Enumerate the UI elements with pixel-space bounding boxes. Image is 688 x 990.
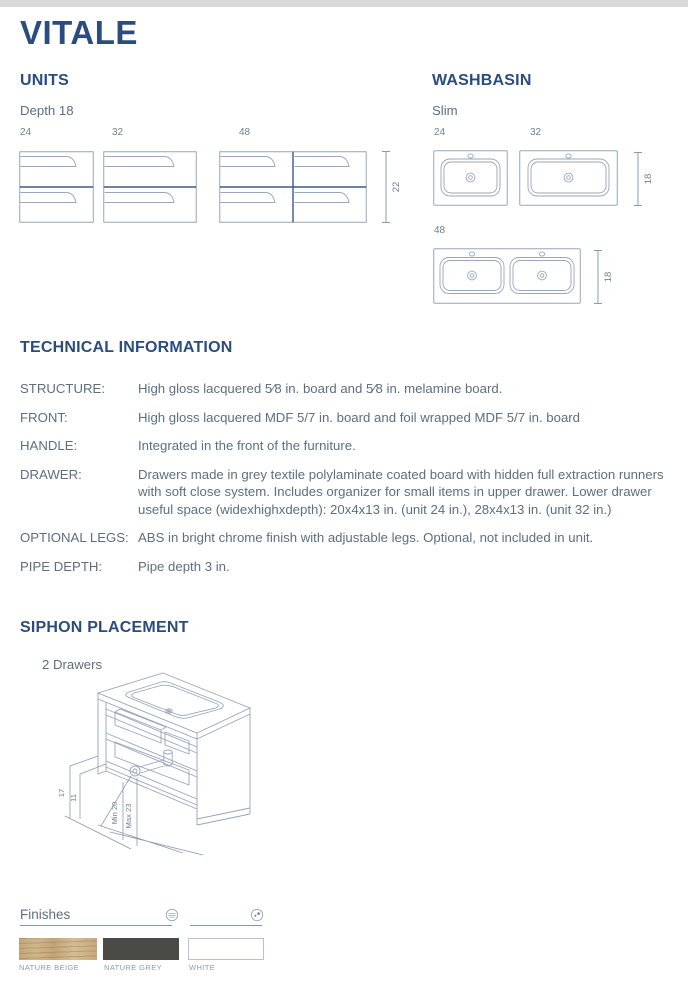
tech-label: FRONT: [20,409,68,425]
svg-text:22: 22 [391,181,402,193]
texture-finish-icon [165,908,179,922]
finish-swatch-nature-grey [103,938,179,960]
finish-swatch-white [188,938,264,960]
finishes-heading: Finishes [20,907,71,922]
tech-row-optional-legs [20,529,670,546]
tech-value: ABS in bright chrome finish with adjustable legs. Optional, not included in unit. [138,530,594,546]
tech-row-front [20,409,670,426]
washbasin-heading: WASHBASIN [432,72,532,89]
unit-drawing-24 [19,151,94,223]
page-edge-strip [0,0,688,7]
tech-label: HANDLE: [20,438,78,454]
basin-drawing-48 [433,248,581,304]
tech-value: High gloss lacquered 5⁄8 in. board and 5⁄8 in. melamine board. [138,381,503,396]
finishes-divider-gloss [190,925,262,926]
unit-drawing-48 [219,151,367,223]
unit-width-label-32: 32 [112,127,124,138]
units-heading: UNITS [20,72,69,89]
svg-text:18: 18 [603,271,614,283]
technical-heading: TECHNICAL INFORMATION [20,339,233,356]
washbasin-height-dimension-bottom [591,249,617,305]
washbasin-height-dimension-top [631,151,657,207]
unit-drawing-32 [103,151,197,223]
tech-value: High gloss lacquered MDF 5/7 in. board and foil wrapped MDF 5/7 in. board [138,409,581,425]
page-title: VITALE [20,14,138,51]
tech-row-handle [20,437,670,454]
tech-value: Integrated in the front of the furniture. [138,438,356,454]
units-height-dimension [379,150,405,224]
tech-value: Pipe depth 3 in. [138,558,230,574]
siphon-variant-label: 2 Drawers [42,657,103,672]
svg-text:Max 23: Max 23 [124,803,133,829]
basin-width-label-24: 24 [434,127,446,138]
finish-swatch-label: WHITE [189,963,216,972]
siphon-heading: SIPHON PLACEMENT [20,619,189,636]
siphon-isometric-drawing [53,665,278,880]
basin-drawing-24 [433,150,508,206]
gloss-finish-icon [250,908,264,922]
finish-swatch-nature-beige [19,938,97,960]
tech-label: PIPE DEPTH: [20,558,103,574]
finish-swatch-label: NATURE GREY [104,963,163,972]
tech-row-structure [20,380,670,397]
svg-text:Min 20: Min 20 [110,801,119,825]
tech-row-pipe-depth [20,558,670,575]
svg-text:11: 11 [69,794,78,802]
finishes-divider-textured [20,925,172,926]
units-subtitle: Depth 18 [20,103,74,118]
tech-label: OPTIONAL LEGS: [20,530,129,546]
basin-width-label-48: 48 [434,225,446,236]
finish-swatch-label: NATURE BEIGE [19,963,80,972]
tech-label: STRUCTURE: [20,381,105,396]
washbasin-subtitle: Slim [432,103,458,118]
unit-width-label-48: 48 [239,127,251,138]
svg-text:17: 17 [57,788,66,798]
tech-value: Drawers made in grey textile polylaminate coated board with hidden full extraction runners with soft close system. Includes organizer for small items in upper drawer. Lower drawer useful space (widexhighxdepth): 20x4x13 in. (unit 24 in.), 28x4x13 in. (unit 32 in.) [138,466,664,517]
unit-width-label-24: 24 [20,127,32,138]
basin-width-label-32: 32 [530,127,542,138]
tech-label: DRAWER: [20,466,82,482]
technical-table [20,380,670,586]
tech-row-drawer [20,466,670,518]
svg-text:18: 18 [643,173,654,185]
basin-drawing-32 [519,150,618,206]
